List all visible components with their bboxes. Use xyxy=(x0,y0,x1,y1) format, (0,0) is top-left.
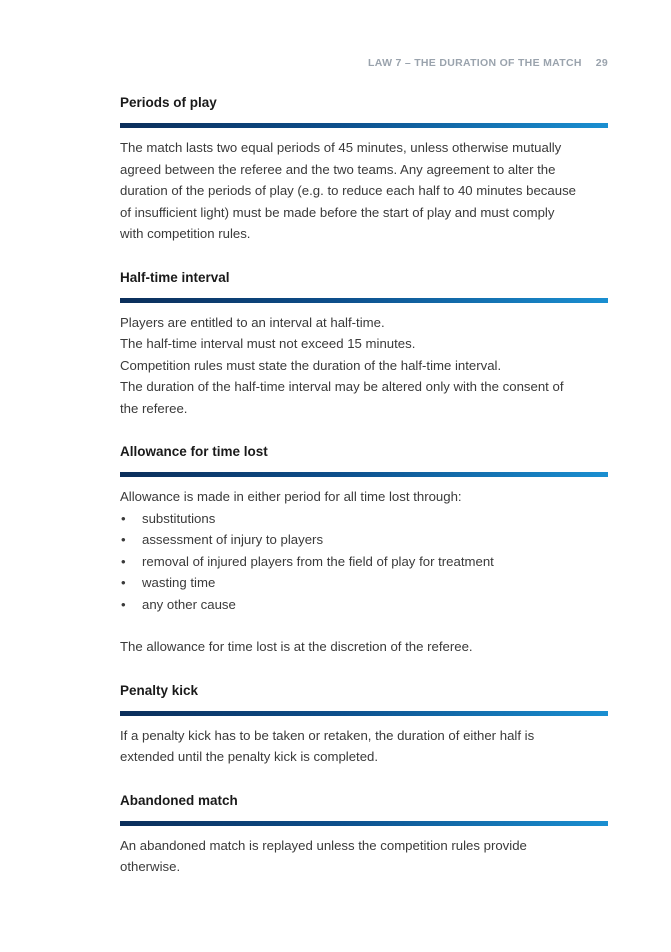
text-line: Competition rules must state the duration of the half-time interval. xyxy=(120,357,502,373)
section-paragraph xyxy=(120,312,608,420)
text-line: of insufficient light) must be made before the start of play and must comply xyxy=(120,204,555,220)
list-item-text: substitutions xyxy=(142,510,216,526)
text-line: The match lasts two equal periods of 45 minutes, unless otherwise mutually xyxy=(120,140,562,155)
list-item-text: wasting time xyxy=(142,575,216,590)
list-item xyxy=(120,551,608,573)
bullet-marker: • xyxy=(121,596,126,612)
text-line: otherwise. xyxy=(120,859,181,874)
section-closing: The allowance for time lost is at the discretion of the referee. xyxy=(120,639,473,654)
text-line: duration of the periods of play (e.g. to reduce each half to 40 minutes because xyxy=(120,183,576,198)
text-line: An abandoned match is replayed unless the competition rules provide xyxy=(120,837,527,853)
list-item xyxy=(120,594,608,616)
bullet-marker: • xyxy=(121,575,126,590)
section-periods-of-play xyxy=(120,92,608,245)
bullet-list xyxy=(120,508,608,616)
document-body xyxy=(120,92,608,878)
section-paragraph xyxy=(120,137,608,245)
text-line: with competition rules. xyxy=(120,226,251,241)
section-title: Periods of play xyxy=(120,95,217,110)
bullet-marker: • xyxy=(121,510,126,526)
section-gap xyxy=(120,245,608,267)
list-item-text: removal of injured players from the field of play for treatment xyxy=(142,553,494,569)
section-divider xyxy=(120,298,608,303)
section-divider xyxy=(120,123,608,128)
section-title: Allowance for time lost xyxy=(120,444,268,459)
bullet-marker: • xyxy=(121,532,126,547)
text-line: the referee. xyxy=(120,400,188,416)
section-gap xyxy=(120,658,608,680)
section-paragraph xyxy=(120,835,608,878)
section-title: Half-time interval xyxy=(120,269,230,285)
section-intro: Allowance is made in either period for all time lost through: xyxy=(120,489,462,504)
section-abandoned-match xyxy=(120,790,608,878)
section-allowance-for-time-lost xyxy=(120,441,608,658)
section-penalty-kick xyxy=(120,680,608,768)
page-number: 29 xyxy=(595,57,608,69)
section-title: Abandoned match xyxy=(120,792,238,808)
section-divider xyxy=(120,711,608,716)
list-item xyxy=(120,572,608,594)
text-line: If a penalty kick has to be taken or retaken, the duration of either half is xyxy=(120,727,535,743)
section-divider xyxy=(120,821,608,826)
running-header xyxy=(368,57,608,69)
text-line: agreed between the referee and the two teams. Any agreement to alter the xyxy=(120,161,556,177)
section-gap xyxy=(120,768,608,790)
text-line: The half-time interval must not exceed 15 minutes. xyxy=(120,336,416,351)
section-divider xyxy=(120,472,608,477)
list-item-text: any other cause xyxy=(142,596,236,612)
running-title: LAW 7 – THE DURATION OF THE MATCH xyxy=(368,57,582,69)
list-item-text: assessment of injury to players xyxy=(142,532,324,547)
section-title: Penalty kick xyxy=(120,682,199,698)
section-paragraph xyxy=(120,725,608,768)
bullet-marker: • xyxy=(121,553,126,569)
text-line: extended until the penalty kick is completed. xyxy=(120,749,379,764)
list-item xyxy=(120,529,608,551)
text-line: Players are entitled to an interval at half-time. xyxy=(120,314,385,330)
section-gap xyxy=(120,419,608,441)
section-half-time-interval xyxy=(120,267,608,420)
text-line: The duration of the half-time interval may be altered only with the consent of xyxy=(120,379,564,394)
paragraph-gap xyxy=(120,615,608,636)
list-item xyxy=(120,508,608,530)
